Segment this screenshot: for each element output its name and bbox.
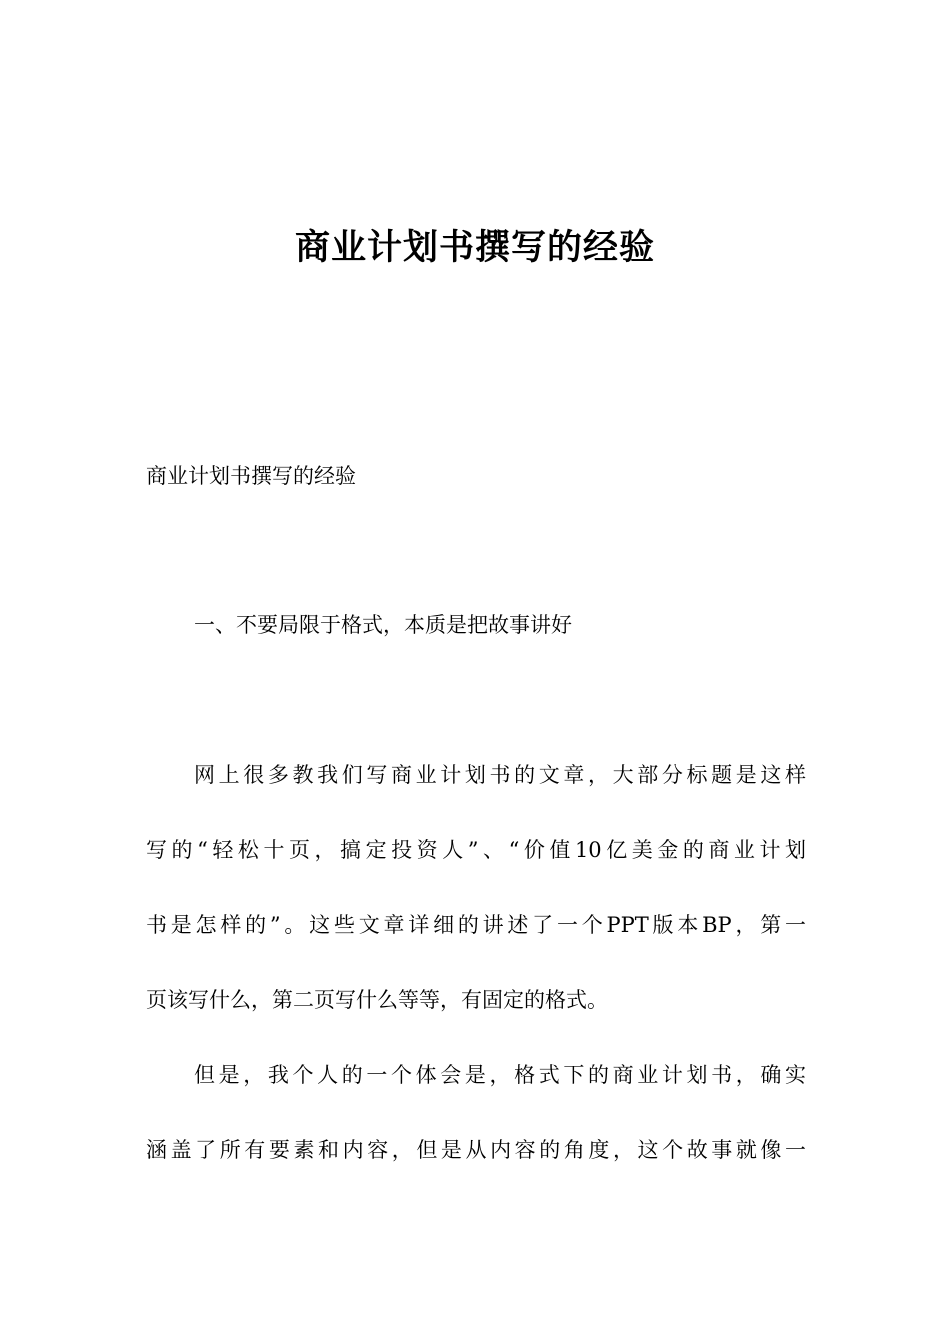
document-title: 商业计划书撰写的经验: [294, 228, 655, 268]
paragraph-line: 网上很多教我们写商业计划书的文章，大部分标题是这样: [194, 763, 806, 787]
paragraph-line: 涵盖了所有要素和内容，但是从内容的角度，这个故事就像一: [146, 1138, 806, 1162]
paragraph-2: [146, 1038, 806, 1188]
section-heading: 一、不要局限于格式，本质是把故事讲好: [194, 613, 572, 637]
paragraph-line: 但是，我个人的一个体会是，格式下的商业计划书，确实: [194, 1063, 806, 1087]
paragraph-line: 写的“轻松十页，搞定投资人”、“价值10亿美金的商业计划: [146, 838, 806, 862]
paragraph-line: 页该写什么，第二页写什么等等，有固定的格式。: [146, 988, 608, 1012]
paragraph-1: [146, 738, 806, 1038]
paragraph-line: 书是怎样的”。这些文章详细的讲述了一个PPT版本BP，第一: [146, 913, 806, 937]
document-subtitle: 商业计划书撰写的经验: [146, 464, 356, 488]
